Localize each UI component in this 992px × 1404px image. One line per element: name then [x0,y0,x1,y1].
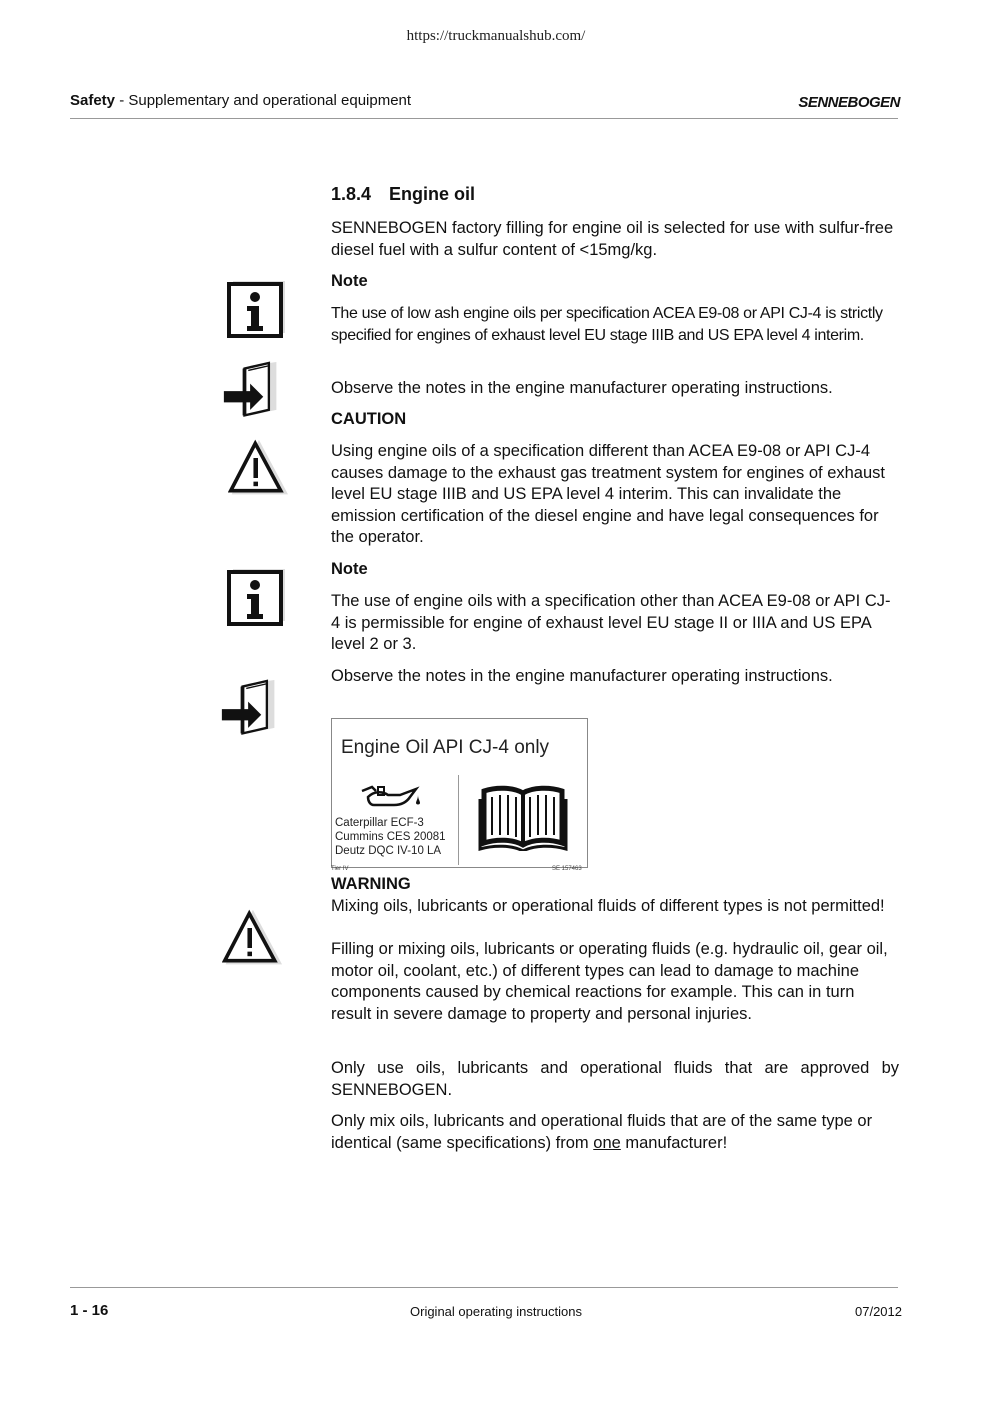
mixing-text-end: manufacturer! [620,1133,728,1152]
section-title: Engine oil [389,184,476,204]
warning-text: Filling or mixing oils, lubricants or operating fluids (e.g. hydraulic oil, gear oil, motor oil, coolant, etc.) of different types can lead to damage to machine components caused by chemical reactions for example. This can in turn result in severe damage to property and personal injuries. [331,940,888,1023]
open-manual-icon [478,785,568,851]
note-label: Note [331,560,368,578]
footer-rule [70,1287,898,1288]
mixing-paragraph [331,1111,899,1154]
footer-document-title: Original operating instructions [410,1304,582,1319]
source-url[interactable]: https://truckmanualshub.com/ [406,28,586,44]
decal-spec-caterpillar: Caterpillar ECF-3 [335,817,424,829]
decal-specs [335,816,446,858]
caution-text: Using engine oils of a specification different than ACEA E9-08 or API CJ-4 causes damage to the exhaust gas treatment system for engines of exhaust level EU stage IIIB and US EPA level 4 interim. This can invalidate the emission certification of the diesel engine and have legal consequences for the operator. [331,442,885,546]
page-number: 1 - 16 [70,1302,109,1319]
company-logo: SENNEBOGEN [798,94,900,111]
observe-instructions: Observe the notes in the engine manufacturer operating instructions. [331,379,833,397]
observe-instructions: Observe the notes in the engine manufacturer operating instructions. [331,667,833,685]
decal-spec-deutz: Deutz DQC IV-10 LA [335,845,442,857]
mixing-text-start: Only mix oils, lubricants and operational fluids that are of the same type or identical (same specifications) from [331,1112,873,1152]
engine-oil-decal [331,718,588,868]
manual-reference-icon [220,678,280,742]
header-subsection: - Supplementary and operational equipment [115,92,412,109]
warning-heading-text: Mixing oils, lubricants or operational fluids of different types is not permitted! [331,897,885,915]
warning-label: WARNING [331,875,411,893]
warning-triangle-icon [228,436,288,500]
approved-fluids-paragraph: Only use oils, lubricants and operational fluids that are approved by SENNEBOGEN. [331,1059,899,1099]
section-number: 1.8.4 [331,184,372,204]
intro-paragraph: SENNEBOGEN factory filling for engine oil is selected for use with sulfur-free diesel fuel with a sulfur content of <15mg/kg. [331,219,894,259]
caution-label: CAUTION [331,410,407,428]
section-heading [331,184,899,206]
decal-small-print-left: Tier IV [331,866,349,872]
warning-triangle-icon [222,906,282,970]
info-icon [226,566,286,630]
mixing-text-emphasis: one [593,1133,621,1152]
running-header [70,92,411,109]
manual-reference-icon [222,360,282,424]
footer-date: 07/2012 [855,1304,902,1319]
decal-part-number: SE 157463 [552,866,582,872]
info-icon [226,278,286,342]
decal-divider [458,775,459,865]
note-text: The use of low ash engine oils per specification ACEA E9-08 or API CJ-4 is strictly specified for engines of exhaust level EU stage IIIB and US EPA level 4 interim. [331,305,883,344]
decal-spec-cummins: Cummins CES 20081 [335,831,446,843]
decal-title: Engine Oil API CJ-4 only [341,737,550,758]
note-label: Note [331,272,368,290]
oil-can-icon [360,781,424,811]
header-rule [70,118,898,119]
note-text: The use of engine oils with a specification other than ACEA E9-08 or API CJ-4 is permissible for engine of exhaust level EU stage II or IIIA and US EPA level 2 or 3. [331,592,891,653]
header-section: Safety [70,92,116,109]
